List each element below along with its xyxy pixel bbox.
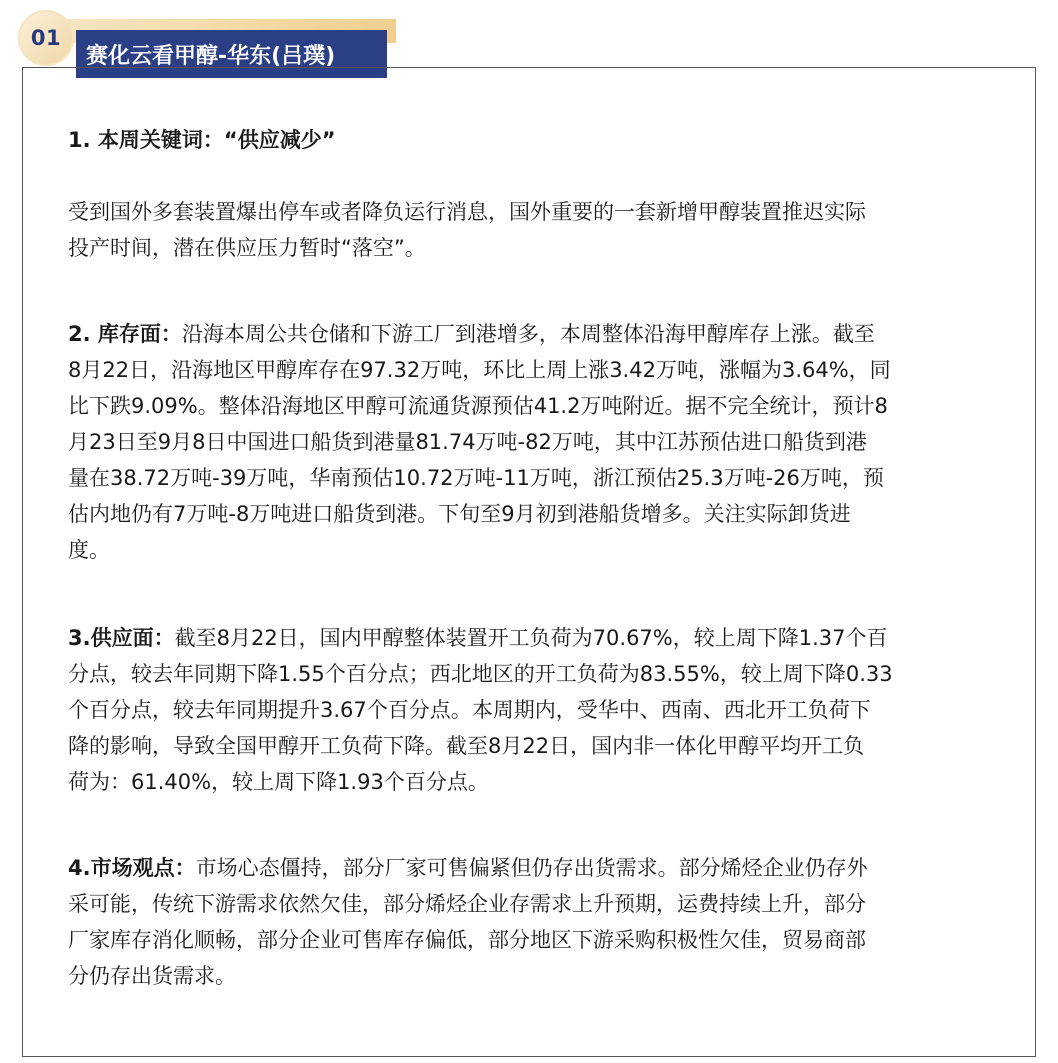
- paragraph-line: 8月22日，沿海地区甲醇库存在97.32万吨，环比上周上涨3.42万吨，涨幅为3.64%，同: [68, 358, 891, 382]
- paragraph-line: 投产时间，潜在供应压力暂时“落空”。: [68, 236, 426, 260]
- paragraph-line: 度。: [68, 538, 110, 562]
- paragraph-line: 分仍存出货需求。: [68, 964, 236, 988]
- paragraph-line: 分点，较去年同期下降1.55个百分点；西北地区的开工负荷为83.55%，较上周下降0.33: [68, 662, 893, 686]
- section-number: 01: [30, 26, 62, 50]
- paragraph-line: 3.供应面：截至8月22日，国内甲醇整体装置开工负荷为70.67%，较上周下降1.37个百: [68, 626, 888, 650]
- paragraph-line: 2. 库存面：沿海本周公共仓储和下游工厂到港增多，本周整体沿海甲醇库存上涨。截至: [68, 322, 875, 346]
- paragraph-line: 受到国外多套装置爆出停车或者降负运行消息，国外重要的一套新增甲醇装置推迟实际: [68, 200, 866, 224]
- paragraph-line: 量在38.72万吨-39万吨，华南预估10.72万吨-11万吨，浙江预估25.3万吨-26万吨，预: [68, 466, 884, 490]
- paragraph-line: 荷为：61.40%，较上周下降1.93个百分点。: [68, 770, 489, 794]
- keyword-heading: 1. 本周关键词：“供应减少”: [68, 128, 336, 152]
- paragraph-line: 月23日至9月8日中国进口船货到港量81.74万吨-82万吨，其中江苏预估进口船货到港: [68, 430, 867, 454]
- paragraph-line: 4.市场观点：市场心态僵持，部分厂家可售偏紧但仍存出货需求。部分烯烃企业仍存外: [68, 856, 868, 880]
- market-section: [68, 850, 998, 994]
- paragraph-line: 降的影响，导致全国甲醇开工负荷下降。截至8月22日，国内非一体化甲醇平均开工负: [68, 734, 865, 758]
- page-title: 赛化云看甲醇-华东(吕璞): [86, 43, 336, 69]
- supply-heading: 3.供应面：: [68, 626, 175, 650]
- market-heading: 4.市场观点：: [68, 856, 196, 880]
- paragraph-line: 估内地仍有7万吨-8万吨进口船货到港。下旬至9月初到港船货增多。关注实际卸货进: [68, 502, 851, 526]
- paragraph-line: 个百分点，较去年同期提升3.67个百分点。本周期内，受华中、西南、西北开工负荷下: [68, 698, 871, 722]
- keyword-section: [68, 122, 998, 266]
- supply-section: [68, 620, 998, 800]
- paragraph-line: 采可能，传统下游需求依然欠佳，部分烯烃企业存需求上升预期，运费持续上升，部分: [68, 892, 866, 916]
- inventory-heading: 2. 库存面：: [68, 322, 182, 346]
- paragraph-line: 厂家库存消化顺畅，部分企业可售库存偏低，部分地区下游采购积极性欠佳，贸易商部: [68, 928, 866, 952]
- paragraph-line: 比下跌9.09%。整体沿海地区甲醇可流通货源预估41.2万吨附近。据不完全统计，预计8: [68, 394, 888, 418]
- section-number-badge: [18, 10, 74, 66]
- article-body: [22, 67, 1036, 1057]
- inventory-section: [68, 316, 998, 568]
